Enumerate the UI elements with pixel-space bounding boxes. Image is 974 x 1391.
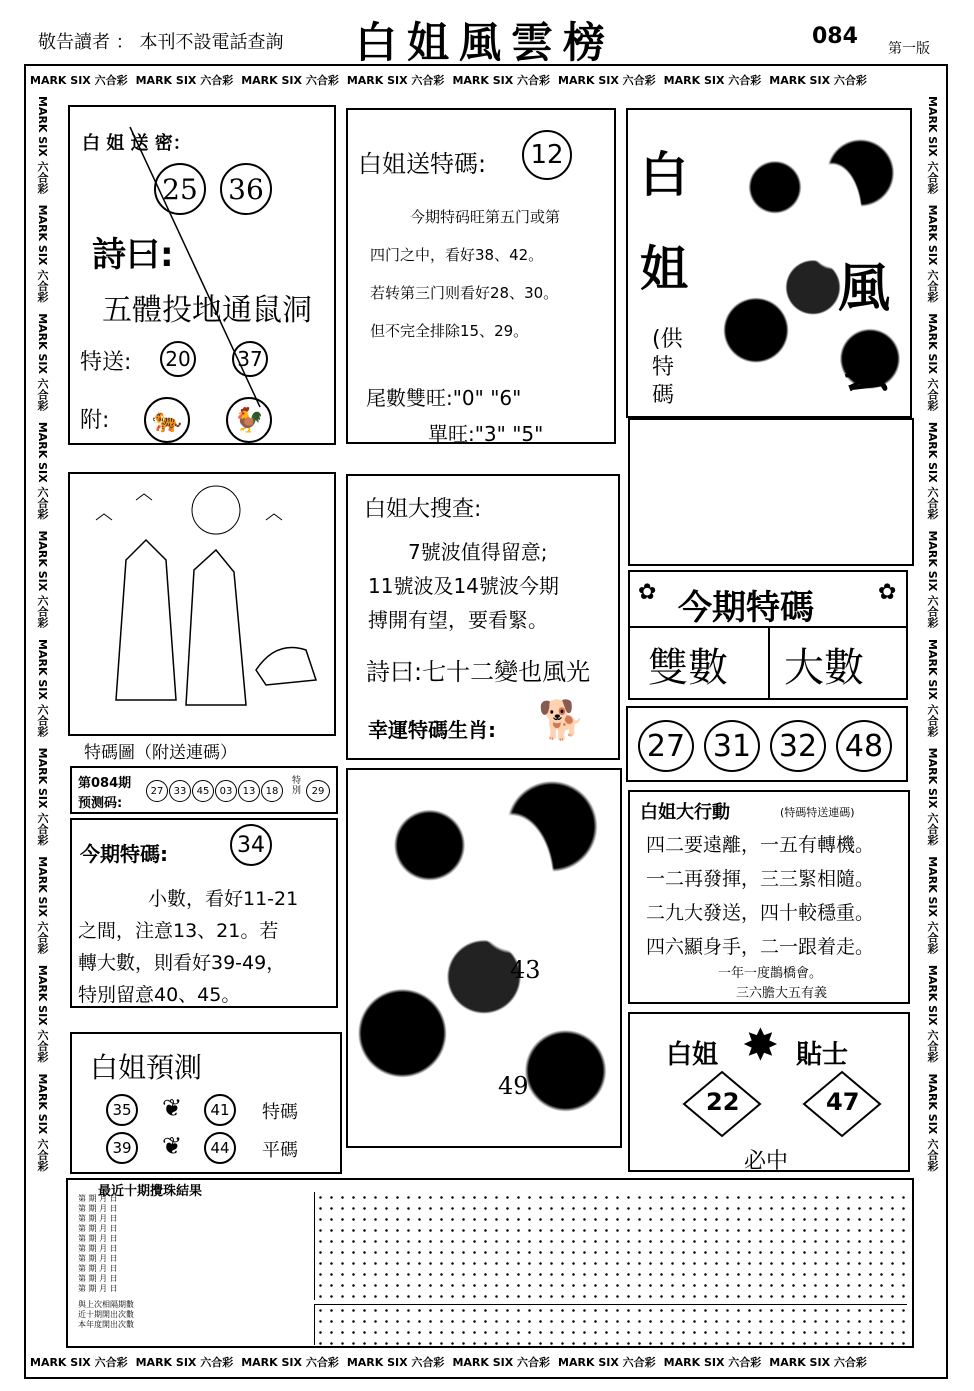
- panel-da-sou-cha: [346, 474, 620, 760]
- leaf-icon: ❦: [162, 1094, 183, 1122]
- number-circle: 03: [215, 780, 237, 802]
- panel-numbers-row: [626, 706, 908, 782]
- panel-b-line: 四门之中，看好38、42。: [370, 246, 544, 264]
- border-band-left: MARK SIX 六合彩 MARK SIX 六合彩 MARK SIX 六合彩 MARK SIX 六合彩 MARK SIX 六合彩 MARK SIX 六合彩 MARK SIX 六合彩 MARK SIX 六合彩 MARK SIX 六合彩 MARK SIX 六合彩: [36, 96, 49, 1172]
- table-row: 第 期 月 日: [78, 1204, 118, 1213]
- panel-a-numbers: [154, 163, 272, 215]
- border-band-top: MARK SIX 六合彩 MARK SIX 六合彩 MARK SIX 六合彩 MARK SIX 六合彩 MARK SIX 六合彩 MARK SIX 六合彩 MARK SIX 六合彩 MARK SIX 六合彩: [30, 74, 867, 87]
- panel-h-numbers: [146, 780, 283, 802]
- title-char: 姐: [640, 241, 689, 297]
- number-circle: 13: [238, 780, 260, 802]
- table-title: 最近十期攪珠結果: [98, 1184, 203, 1199]
- panel-te-ma-tu: [68, 472, 336, 736]
- number-circle: 29: [306, 780, 330, 802]
- panel-b-line: 若转第三门则看好28、30。: [370, 284, 559, 302]
- panel-b-heading: 白姐送特碼:: [358, 150, 487, 178]
- table-row: 第 期 月 日: [78, 1244, 118, 1253]
- page-title: 白姐風雲榜: [355, 18, 616, 67]
- panel-i-line: 小數，看好11-21: [148, 888, 299, 910]
- table-row: 第 期 月 日: [78, 1284, 118, 1293]
- special-label: 特送:: [80, 350, 132, 375]
- dog-icon: 🐕: [538, 698, 586, 742]
- rooster-icon: 🐓: [226, 397, 272, 443]
- panel-f-divider: [768, 626, 770, 698]
- issue-number: 084: [812, 24, 858, 49]
- number-circle: 12: [522, 130, 572, 180]
- panel-jin-qi-te-ma: [628, 570, 908, 700]
- panel-woman-photo: [346, 768, 622, 1148]
- panel-song-mi: [68, 105, 336, 445]
- table-row: 第 期 月 日: [78, 1274, 118, 1283]
- panel-f-heading: 今期特碼: [678, 588, 814, 628]
- title-char: 雲: [842, 338, 895, 399]
- panel-a-heading: 白 姐 送 密：: [82, 133, 191, 154]
- table-row: 第 期 月 日: [78, 1214, 118, 1223]
- panel-e-line: 搏開有望，要看緊。: [368, 608, 548, 632]
- title-char: 白: [640, 147, 689, 203]
- number-circle: 33: [169, 780, 191, 802]
- number-circle: 31: [704, 720, 760, 772]
- panel-m-footer: 必中: [744, 1149, 789, 1174]
- poem-label: 詩曰:: [92, 235, 174, 275]
- panel-d-caption: 特碼圖（附送連碼）: [84, 743, 237, 763]
- border-band-bottom: MARK SIX 六合彩 MARK SIX 六合彩 MARK SIX 六合彩 MARK SIX 六合彩 MARK SIX 六合彩 MARK SIX 六合彩 MARK SIX 六合彩 MARK SIX 六合彩: [30, 1356, 867, 1369]
- table-footer-row: 與上次相隔期數: [78, 1300, 134, 1309]
- notice-text: 敬告讀者 ： 本刊不設電話查詢: [38, 32, 284, 53]
- title-char: 風: [838, 258, 891, 319]
- panel-yu-ce: [70, 1032, 342, 1174]
- table-row: 第 期 月 日: [78, 1224, 118, 1233]
- panel-b-line: 但不完全排除15、29。: [370, 322, 529, 340]
- panel-f-cell: 大數: [784, 645, 864, 691]
- panel-k-line: 四二要遠離，一五有轉機。: [646, 834, 875, 856]
- table-row: 第 期 月 日: [78, 1264, 118, 1273]
- header: [0, 0, 974, 66]
- panel-e-lucky: 幸運特碼生肖:: [368, 718, 496, 742]
- number-circle: 45: [192, 780, 214, 802]
- panel-k-couplet: 一年一度鵲橋會。: [718, 966, 823, 981]
- panel-b-line: 今期特码旺第五门或第: [410, 208, 561, 226]
- panel-jin-qi-te-ma-2: [70, 818, 338, 1008]
- panel-l-heading: 白姐預測: [90, 1051, 203, 1084]
- photo-number: 43: [510, 956, 541, 984]
- tiger-icon: 🐅: [144, 397, 190, 443]
- panel-f-cell: 雙數: [648, 645, 728, 691]
- panel-e-poem: 詩曰:七十二變也風光: [366, 658, 591, 686]
- number-circle: 39: [106, 1132, 138, 1164]
- table-row: 第 期 月 日: [78, 1194, 118, 1203]
- dot-grid: [314, 1192, 907, 1300]
- diamond-number: 47: [826, 1088, 860, 1116]
- panel-da-xing-dong: [628, 790, 910, 1004]
- leaf-icon: ❦: [162, 1132, 183, 1160]
- number-circle: 27: [638, 720, 694, 772]
- attach-label: 附:: [80, 408, 110, 433]
- panel-k-line: 二九大發送，四十較穩重。: [646, 902, 875, 924]
- table-row: 第 期 月 日: [78, 1254, 118, 1263]
- panel-k-couplet: 三六膽大五有義: [736, 986, 828, 1001]
- panel-i-heading: 今期特碼:: [80, 842, 168, 866]
- results-table: [66, 1178, 914, 1348]
- dot-grid-footer: [314, 1304, 907, 1345]
- number-circle: 27: [146, 780, 168, 802]
- panel-m-heading-left: 白姐: [666, 1040, 719, 1070]
- period-label: 第084期: [78, 776, 132, 791]
- panel-i-line: 轉大數，則看好39-49，: [78, 952, 286, 974]
- poem-text: 五體投地通鼠洞: [102, 293, 312, 328]
- number-circle: 44: [204, 1132, 236, 1164]
- panel-feng-yun-photo: [626, 108, 912, 418]
- table-footer-row: 近十期開出次數: [78, 1310, 134, 1319]
- number-circle: 48: [836, 720, 892, 772]
- table-row: 第 期 月 日: [78, 1234, 118, 1243]
- panel-prediction-code: [70, 766, 338, 814]
- photo-number: 49: [498, 1072, 529, 1100]
- blank-box: [628, 418, 914, 566]
- number-circle: 34: [230, 824, 272, 866]
- star-icon: ✸: [742, 1020, 779, 1071]
- panel-i-line: 特別留意40、45。: [78, 984, 241, 1006]
- panel-i-line: 之間，注意13、21。若: [78, 920, 279, 942]
- panel-e-line: 7號波值得留意;: [408, 540, 548, 564]
- panel-m-heading-right: 貼士: [796, 1040, 849, 1070]
- panel-k-line: 一二再發揮，三三緊相隨。: [646, 868, 875, 890]
- flower-icon: ✿: [878, 580, 897, 605]
- panel-e-line: 11號波及14號波今期: [368, 574, 559, 598]
- label-te-ma: 特碼: [262, 1102, 298, 1123]
- label-ping-ma: 平碼: [262, 1140, 298, 1161]
- border-band-right: MARK SIX 六合彩 MARK SIX 六合彩 MARK SIX 六合彩 MARK SIX 六合彩 MARK SIX 六合彩 MARK SIX 六合彩 MARK SIX 六合彩 MARK SIX 六合彩 MARK SIX 六合彩 MARK SIX 六合彩: [926, 96, 939, 1172]
- panel-k-sub: (特碼特送連碼): [780, 806, 855, 819]
- illustration: [76, 480, 328, 730]
- number-circle: 18: [261, 780, 283, 802]
- tail-line-1: 尾數雙旺:"0" "6": [366, 386, 522, 410]
- panel-tie-shi: [628, 1012, 910, 1172]
- tail-line-2: 單旺:"3" "5": [428, 422, 544, 446]
- panel-k-line: 四六顯身手，二一跟着走。: [646, 936, 875, 958]
- edition-label: 第一版: [888, 41, 930, 57]
- panel-g-numbers: [638, 720, 892, 772]
- note-text: (供特碼: [652, 327, 683, 408]
- panel-song-te-ma: [346, 108, 616, 444]
- number-circle: 20: [160, 341, 196, 377]
- panel-e-heading: 白姐大搜查:: [364, 497, 482, 522]
- number-circle: 35: [106, 1094, 138, 1126]
- number-circle: 36: [220, 163, 272, 215]
- number-circle: 37: [232, 341, 268, 377]
- flower-icon: ✿: [638, 580, 657, 605]
- special-tag: 特別: [292, 776, 302, 796]
- number-circle: 32: [770, 720, 826, 772]
- table-row-labels: [78, 1194, 134, 1330]
- panel-k-heading: 白姐大行動: [640, 802, 730, 823]
- diamond-number: 22: [706, 1088, 740, 1116]
- number-circle: 41: [204, 1094, 236, 1126]
- number-circle: 25: [154, 163, 206, 215]
- predict-label: 预测码:: [78, 796, 123, 811]
- table-footer-row: 本年度開出次數: [78, 1320, 134, 1329]
